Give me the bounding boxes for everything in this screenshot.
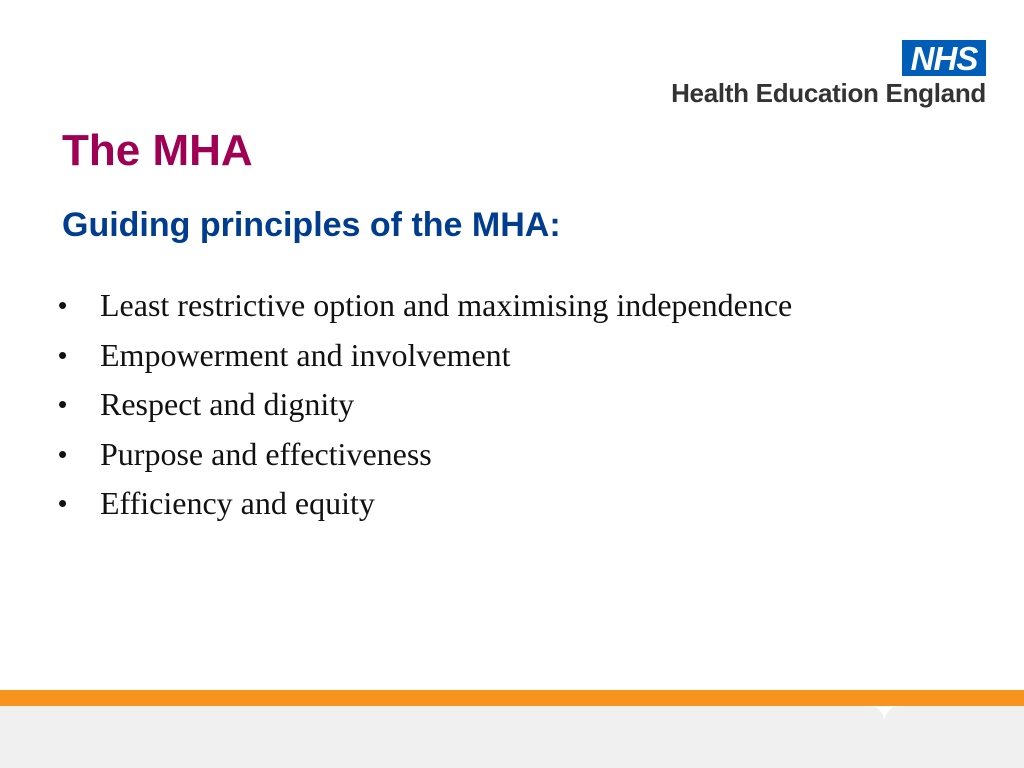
nhs-badge: NHS: [902, 40, 986, 76]
bullet-text: Least restrictive option and maximising independence: [100, 287, 793, 323]
footer-grey-panel: [0, 706, 1024, 768]
bullet-icon: •: [58, 389, 68, 419]
bullet-icon: •: [58, 488, 68, 518]
bullet-item: [58, 480, 792, 530]
bullet-item: [58, 381, 792, 431]
slide-subtitle: Guiding principles of the MHA:: [62, 206, 561, 244]
bullet-icon: •: [58, 339, 68, 370]
bullet-item: [58, 431, 792, 481]
bullet-text: Purpose and effectiveness: [100, 435, 432, 472]
bullet-list: [58, 282, 792, 530]
hee-logo: [671, 40, 986, 109]
footer-band: [0, 690, 1024, 768]
bullet-text: Empowerment and involvement: [100, 336, 511, 373]
bullet-item: [58, 332, 792, 382]
footer-orange-stripe: [0, 690, 1024, 706]
bullet-text: Efficiency and equity: [100, 485, 375, 521]
bullet-icon: •: [58, 290, 68, 320]
bullet-icon: •: [58, 438, 68, 469]
bullet-item: [58, 282, 792, 332]
bullet-text: Respect and dignity: [100, 386, 355, 422]
organisation-name: Health Education England: [671, 78, 986, 108]
slide-title: The MHA: [62, 126, 253, 175]
